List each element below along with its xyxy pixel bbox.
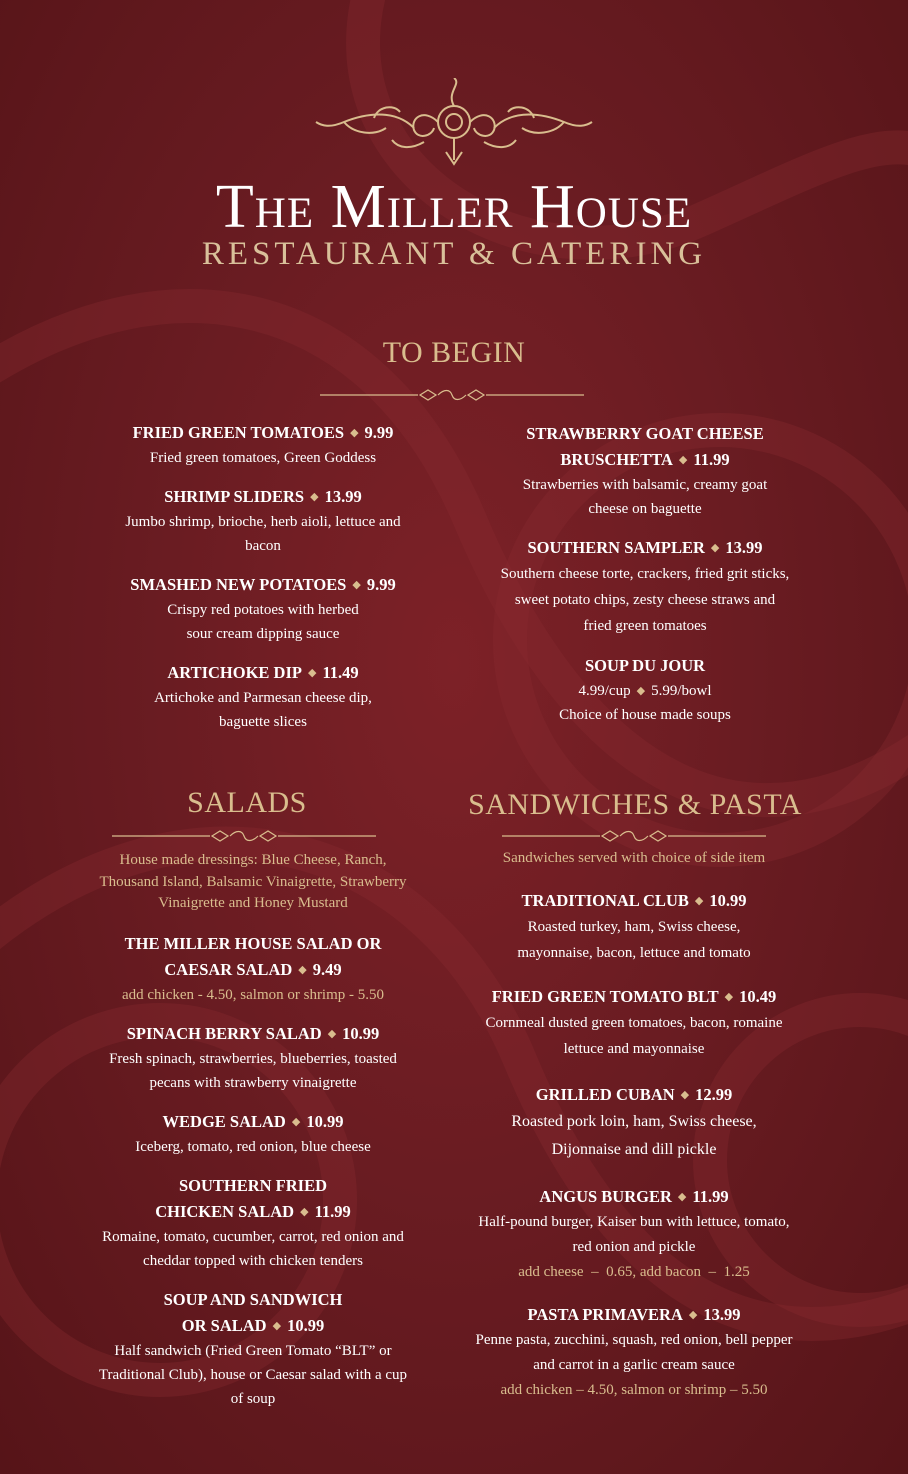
menu-item [470, 1082, 798, 1164]
item-description: Fried green tomatoes, Green Goddess [149, 450, 377, 466]
item-price: 11.99 [692, 1186, 729, 1206]
divider-ornament-icon [320, 388, 584, 402]
item-name: SMASHED NEW POTATOES [130, 575, 347, 594]
diamond-icon: ◆ [694, 894, 704, 907]
item-price: 13.99 [725, 538, 763, 557]
item-price: 9.99 [364, 423, 394, 442]
divider-ornament-icon [502, 829, 766, 843]
diamond-icon: ◆ [298, 963, 307, 976]
menu-item [470, 984, 798, 1062]
menu-item [100, 420, 426, 470]
item-name: SOUP DU JOUR [584, 656, 706, 675]
item-addon: add cheese – 0.65, add bacon – 1.25 [518, 1263, 750, 1280]
section-title-to-begin: TO BEGIN [382, 336, 526, 369]
item-price: 12.99 [695, 1084, 733, 1104]
item-name: SOUTHERN SAMPLER [527, 538, 705, 557]
item-name: ANGUS BURGER [539, 1186, 672, 1206]
menu-item [100, 572, 426, 646]
item-name: STRAWBERRY GOAT CHEESE BRUSCHETTA [526, 424, 764, 469]
item-price: 10.99 [342, 1023, 380, 1043]
item-price-cup: 4.99/cup [578, 683, 631, 699]
sandwiches-side-note: Sandwiches served with choice of side item [502, 850, 766, 866]
item-description: Crispy red potatoes with herbed sour cream dipping sauce [167, 602, 359, 642]
diamond-icon: ◆ [678, 454, 688, 466]
item-price: 10.99 [287, 1315, 325, 1335]
item-description: Southern cheese torte, crackers, fried grit sticks, sweet potato chips, zesty cheese straws and fried green tomatoes [500, 566, 790, 634]
item-description: Strawberries with balsamic, creamy goat cheese on baguette [522, 477, 768, 517]
sandwiches-column [470, 848, 798, 1416]
menu-header [0, 78, 908, 272]
menu-item [500, 653, 790, 727]
item-name: SOUTHERN FRIED CHICKEN SALAD [155, 1175, 328, 1221]
diamond-icon: ◆ [636, 685, 646, 697]
menu-item [500, 535, 790, 639]
item-name: GRILLED CUBAN [535, 1084, 675, 1104]
diamond-icon: ◆ [291, 1115, 301, 1128]
item-name: FRIED GREEN TOMATO BLT [491, 986, 719, 1006]
diamond-icon: ◆ [307, 667, 317, 679]
item-description: Jumbo shrimp, brioche, herb aioli, lettuce and bacon [125, 514, 401, 554]
item-name: PASTA PRIMAVERA [527, 1304, 683, 1324]
item-price: 9.49 [312, 959, 342, 979]
menu-item [470, 888, 798, 966]
diamond-icon: ◆ [350, 427, 359, 439]
item-addon: add chicken – 4.50, salmon or shrimp – 5.50 [500, 1381, 768, 1398]
item-description: Roasted pork loin, ham, Swiss cheese, Dijonnaise and dill pickle [511, 1112, 757, 1158]
restaurant-name: The Miller House [215, 173, 693, 241]
menu-item [500, 421, 790, 521]
menu-item [470, 1184, 798, 1284]
diamond-icon: ◆ [272, 1319, 282, 1332]
menu-item [98, 931, 408, 1007]
item-price: 10.49 [739, 986, 777, 1006]
item-description: Iceberg, tomato, red onion, blue cheese [135, 1138, 371, 1155]
item-description: Fresh spinach, strawberries, blueberries, toasted pecans with strawberry vinaigrette [109, 1050, 397, 1091]
divider-ornament-icon [112, 829, 376, 843]
item-name: SHRIMP SLIDERS [164, 487, 305, 506]
menu-item [98, 1173, 408, 1273]
to-begin-right-column [500, 421, 790, 741]
item-description: Penne pasta, zucchini, squash, red onion, bell pepper and carrot in a garlic cream sauce [475, 1331, 793, 1373]
section-title-sandwiches-pasta: SANDWICHES & PASTA [468, 788, 802, 821]
diamond-icon: ◆ [310, 491, 319, 503]
item-description: Half-pound burger, Kaiser bun with lettuce, tomato, red onion and pickle [478, 1213, 790, 1255]
diamond-icon: ◆ [327, 1027, 337, 1040]
section-title-salads: SALADS [187, 786, 307, 819]
item-description: Choice of house made soups [559, 707, 731, 723]
item-name: TRADITIONAL CLUB [521, 890, 689, 910]
item-description: Artichoke and Parmesan cheese dip, baguette slices [154, 690, 372, 730]
salads-column [98, 850, 408, 1425]
item-addon: add chicken - 4.50, salmon or shrimp - 5.50 [121, 986, 385, 1003]
item-name: SOUP AND SANDWICH OR SALAD [163, 1289, 343, 1335]
diamond-icon: ◆ [688, 1308, 698, 1321]
menu-item [100, 660, 426, 734]
item-name: SPINACH BERRY SALAD [126, 1023, 322, 1043]
item-price: 13.99 [324, 487, 362, 506]
diamond-icon: ◆ [352, 579, 361, 591]
restaurant-subtitle: RESTAURANT & CATERING [201, 236, 707, 272]
item-description: Roasted turkey, ham, Swiss cheese, mayonnaise, bacon, lettuce and tomato [517, 918, 751, 961]
item-name: ARTICHOKE DIP [167, 663, 302, 682]
item-description: Romaine, tomato, cucumber, carrot, red onion and cheddar topped with chicken tenders [102, 1228, 404, 1269]
item-name: FRIED GREEN TOMATOES [132, 423, 345, 442]
menu-item [98, 1287, 408, 1411]
floral-ornament-icon [314, 78, 594, 170]
item-description: Cornmeal dusted green tomatoes, bacon, romaine lettuce and mayonnaise [485, 1014, 783, 1057]
item-price: 10.99 [306, 1111, 344, 1131]
salads-dressings-note: House made dressings: Blue Cheese, Ranch, Thousand Island, Balsamic Vinaigrette, Strawberry Vinaigrette and Honey Mustard [99, 852, 407, 911]
menu-item [98, 1021, 408, 1095]
menu-item [100, 484, 426, 558]
item-name: WEDGE SALAD [162, 1111, 286, 1131]
diamond-icon: ◆ [710, 542, 720, 554]
item-price: 10.99 [709, 890, 747, 910]
item-price-bowl: 5.99/bowl [651, 683, 712, 699]
menu-item [470, 1302, 798, 1402]
item-price: 11.49 [322, 663, 359, 682]
menu-item [98, 1109, 408, 1159]
item-price: 11.99 [314, 1201, 351, 1221]
item-name: THE MILLER HOUSE SALAD OR CAESAR SALAD [124, 933, 382, 979]
diamond-icon: ◆ [680, 1088, 690, 1101]
item-price: 11.99 [693, 450, 730, 469]
item-price: 9.99 [366, 575, 396, 594]
diamond-icon: ◆ [300, 1205, 309, 1218]
to-begin-left-column [100, 420, 426, 748]
item-description: Half sandwich (Fried Green Tomato “BLT” or Traditional Club), house or Caesar salad with a cup of soup [98, 1342, 408, 1407]
diamond-icon: ◆ [677, 1190, 687, 1203]
diamond-icon: ◆ [724, 990, 734, 1003]
item-price: 13.99 [703, 1304, 741, 1324]
